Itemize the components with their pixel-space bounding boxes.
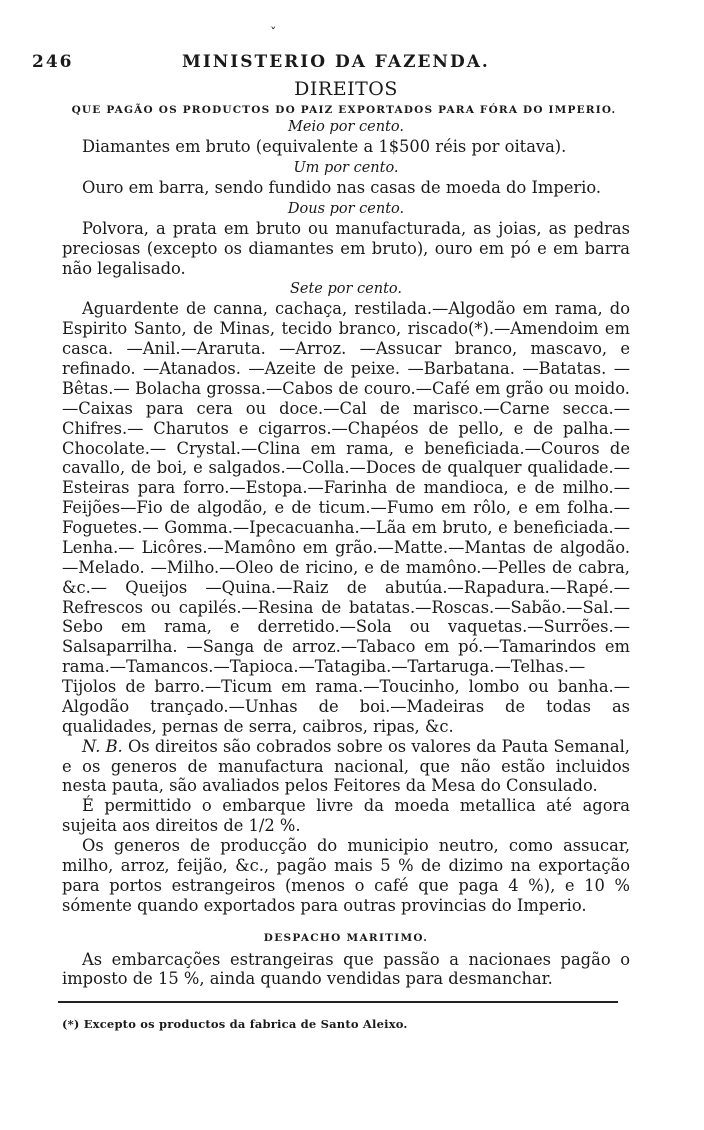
rate-heading: Meio por cento.: [288, 119, 404, 135]
rate-text: Ouro em barra, sendo fundido nas casas de moeda do Imperio.: [82, 177, 602, 197]
page-subtitle: QUE PAGÃO OS PRODUCTOS DO PAIZ EXPORTADOS PARA FÓRA DO IMPERIO.: [71, 104, 617, 116]
rate-text: Diamantes em bruto (equivalente a 1$500 réis por oitava).: [82, 137, 567, 156]
note-paragraph: É permittido o embarque livre da moeda metallica até agora sujeita aos direitos de 1/2 %.: [62, 796, 630, 836]
footnote: (*) Excepto os productos da fabrica de Santo Aleixo.: [62, 1017, 408, 1032]
maritime-text: As embarcações estrangeiras que passão a nacionaes pagão o imposto de 15 %, ainda quando vendidas para desmanchar.: [62, 949, 630, 989]
page-number: 246: [32, 52, 74, 72]
footnote-rule: [58, 1001, 618, 1003]
note-paragraph: Os generos de producção do municipio neutro, como assucar, milho, arroz, feijão, &c., pagão mais 5 % de dizimo na exportação para portos estrangeiros (menos o café que paga 4 %), e 10 % sómente quando exportados para outras provincias do Imperio.: [62, 836, 630, 915]
nb-paragraph: [62, 737, 630, 797]
running-title: MINISTERIO DA FAZENDA.: [182, 52, 490, 72]
nb-label: N. B.: [82, 736, 123, 756]
rate-text: Polvora, a prata em bruto ou manufacturada, as joias, as pedras preciosas (excepto os diamantes em bruto), ouro em pó e em barra não legalisado.: [62, 218, 630, 278]
print-mark: ˇ: [270, 26, 277, 41]
running-head: [32, 52, 630, 72]
page-title: DIREITOS: [294, 78, 398, 100]
rate-text: Aguardente de canna, cachaça, restilada.—Algodão em rama, do Espirito Santo, de Minas, tecido branco, riscado(*).—Amendoim em casca. —Anil.—Araruta. —Arroz. —Assucar branco, mascavo, e refinado. —Atanados. —Azeite de peixe. —Barbatana. —Batatas. —Bêtas.— Bolacha grossa.—Cabos de couro.—Café em grão ou moido.—Caixas para cera ou doce.—Cal de marisco.—Carne secca.—Chifres.— Charutos e cigarros.—Chapéos de pello, e de palha.—Chocolate.— Crystal.—Clina em rama, e beneficiada.—Couros de cavallo, de boi, e salgados.—Colla.—Doces de qualquer qualidade.—Esteiras para forro.—Estopa.—Farinha de mandioca, e de milho.—Feijões—Fio de algodão, e de ticum.—Fumo em rôlo, e em folha.—Foguetes.— Gomma.—Ipecacuanha.—Lãa em bruto, e beneficiada.—Lenha.— Licôres.—Mamôno em grão.—Matte.—Mantas de algodão.—Melado. —Milho.—Oleo de ricino, e de mamôno.—Pelles de cabra, &c.— Queijos —Quina.—Raiz de abutúa.—Rapadura.—Rapé.—Refrescos ou capilés.—Resina de batatas.—Roscas.—Sabão.—Sal.—Sebo em rama, e derretido.—Sola ou vaquetas.—Surrões.—Salsaparrilha. —Sanga de arroz.—Tabaco em pó.—Tamarindos em rama.—Tamancos.—Tapioca.—Tatagiba.—Tartaruga.—Telhas.—Tijolos de barro.—Ticum em rama.—Toucinho, lombo ou banha.—Algodão trançado.—Unhas de boi.—Madeiras de todas as qualidades, pernas de serra, caibros, ripas, &c.: [62, 299, 630, 736]
section-heading: DESPACHO MARITIMO.: [263, 931, 429, 944]
rate-heading: Dous por cento.: [287, 200, 405, 217]
rate-heading: Um por cento.: [293, 159, 399, 176]
nb-text: Os direitos são cobrados sobre os valores da Pauta Semanal, e os generos de manufactura nacional, que não estão incluidos nesta pauta, são avaliados pelos Feitores da Mesa do Consulado.: [62, 736, 630, 796]
rate-heading: Sete por cento.: [289, 281, 403, 298]
